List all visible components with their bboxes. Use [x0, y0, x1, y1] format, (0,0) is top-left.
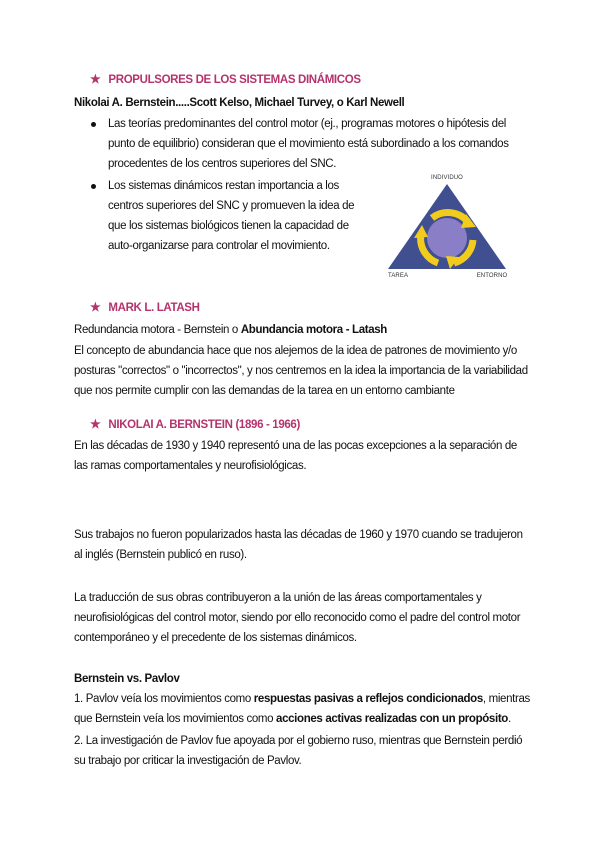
list-item: Las teorías predominantes del control motor (ej., programas motores o hipótesis del punto de equilibrio) consideran que el movimiento está subordinado a los comandos procedentes de los centros superiores del SNC.	[88, 114, 534, 174]
section-title: PROPULSORES DE LOS SISTEMAS DINÁMICOS	[108, 74, 361, 86]
section-heading-latash	[90, 300, 200, 314]
diagram-label-right: ENTORNO	[476, 273, 508, 279]
section-heading-bernstein	[90, 417, 300, 431]
section-title: MARK L. LATASH	[108, 302, 200, 314]
text-run: , mientras que Bernstein veía los movimientos como	[74, 693, 530, 725]
pavlov-item-1	[74, 689, 536, 729]
section-heading-propulsores	[90, 72, 361, 86]
authors-line: Nikolai A. Bernstein.....Scott Kelso, Michael Turvey, o Karl Newell	[74, 97, 405, 109]
bold-run: acciones activas realizadas con un propósito	[276, 713, 508, 725]
individuo-tarea-entorno-diagram	[374, 172, 520, 280]
bullet-list-2	[88, 176, 368, 256]
star-icon: ★	[90, 300, 101, 314]
list-item: Los sistemas dinámicos restan importancia a los centros superiores del SNC y promueven la idea de que los sistemas biológicos tienen la capacidad de auto-organizarse para controlar el movimiento.	[88, 176, 364, 256]
text-run: 1. Pavlov veía los movimientos como	[74, 693, 254, 705]
center-circle	[427, 218, 467, 258]
bernstein-paragraph-2: Sus trabajos no fueron popularizados hasta las décadas de 1960 y 1970 cuando se tradujeron al inglés (Bernstein publicó en ruso).	[74, 529, 523, 561]
abundancia-text: Abundancia motora - Latash	[240, 324, 387, 336]
latash-paragraph: El concepto de abundancia hace que nos alejemos de la idea de patrones de movimiento y/o posturas "correctos" o "incorrectos", y nos centremos en la idea la importancia de la variabilidad que nos permite cumplir con las demandas de la tarea en un entorno cambiante	[74, 345, 528, 397]
bernstein-paragraph-3: La traducción de sus obras contribuyeron a la unión de las áreas comportamentales y neurofisiológicas del control motor, siendo por ello reconocido como el padre del control motor contemporáneo y el precedente de los sistemas dinámicos.	[74, 592, 521, 644]
section-title: NIKOLAI A. BERNSTEIN (1896 - 1966)	[108, 419, 300, 431]
text-run: .	[507, 713, 511, 725]
star-icon: ★	[90, 417, 101, 431]
pavlov-item-2: 2. La investigación de Pavlov fue apoyada por el gobierno ruso, mientras que Bernstein perdió su trabajo por criticar la investigación de Pavlov.	[74, 735, 523, 767]
diagram-label-top: INDIVIDUO	[431, 175, 463, 181]
pavlov-heading: Bernstein vs. Pavlov	[74, 673, 180, 685]
redundancia-text: Redundancia motora - Bernstein o	[74, 324, 241, 336]
latash-line	[74, 320, 534, 340]
diagram-label-left: TAREA	[388, 273, 409, 279]
bernstein-paragraph-1: En las décadas de 1930 y 1940 representó una de las pocas excepciones a la separación de las ramas comportamentales y neurofisiológicas.	[74, 440, 517, 472]
bold-run: respuestas pasivas a reflejos condicionados	[253, 693, 483, 705]
bullet-list-1	[88, 114, 534, 174]
star-icon: ★	[90, 72, 101, 86]
